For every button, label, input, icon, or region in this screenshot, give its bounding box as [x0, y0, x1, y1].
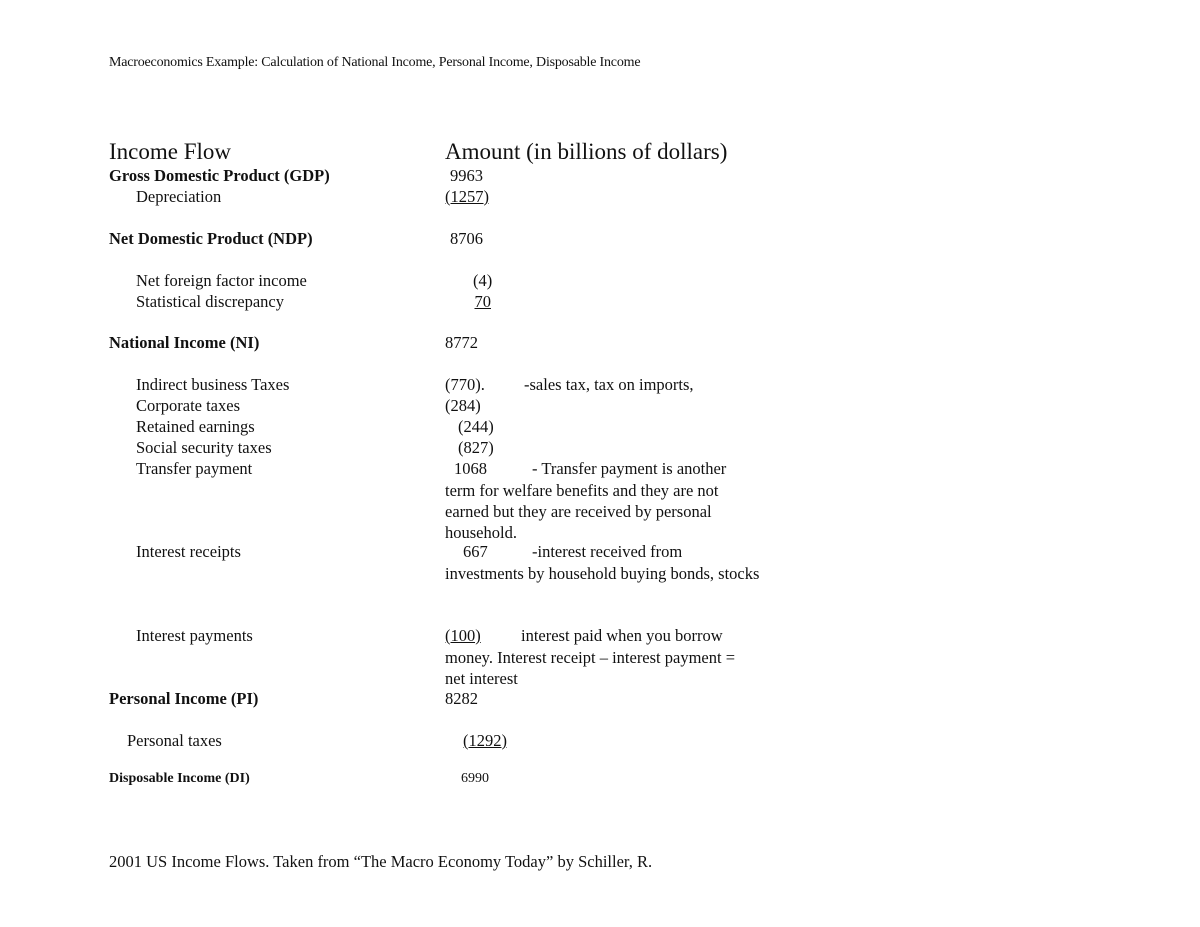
depreciation-amount: (1257) — [445, 187, 489, 206]
ni-amount: 8772 — [445, 333, 478, 352]
interest-receipts-amount: 667 — [463, 542, 488, 561]
transfer-payment-amount: 1068 — [454, 459, 487, 478]
interest-receipts-note: investments by household buying bonds, stocks — [445, 564, 760, 583]
retained-earnings-amount: (244) — [458, 417, 494, 436]
stat-discrepancy-label: Statistical discrepancy — [136, 292, 284, 311]
interest-payments-label: Interest payments — [136, 626, 253, 645]
gdp-amount: 9963 — [450, 166, 483, 185]
di-label: Disposable Income (DI) — [109, 771, 250, 786]
transfer-payment-note: term for welfare benefits and they are not earned but they are received by personal household. — [445, 481, 719, 542]
pi-label: Personal Income (PI) — [109, 689, 259, 708]
interest-payments-note: money. Interest receipt – interest payment = net interest — [445, 648, 736, 688]
nffi-amount: (4) — [473, 271, 493, 290]
social-security-label: Social security taxes — [136, 438, 272, 457]
pi-amount: 8282 — [445, 689, 478, 708]
di-amount: 6990 — [461, 771, 489, 786]
retained-earnings-label: Retained earnings — [136, 417, 255, 436]
indirect-taxes-note: -sales tax, tax on imports, — [524, 375, 694, 394]
amount-header: Amount (in billions of dollars) — [445, 139, 728, 164]
document-subtitle: Macroeconomics Example: Calculation of National Income, Personal Income, Disposable Income — [109, 55, 641, 70]
corporate-taxes-amount: (284) — [445, 396, 481, 415]
gdp-label: Gross Domestic Product (GDP) — [109, 166, 330, 185]
interest-receipts-label: Interest receipts — [136, 542, 241, 561]
interest-payments-note-first: interest paid when you borrow — [521, 626, 723, 645]
transfer-payment-note-first: - Transfer payment is another — [532, 459, 727, 478]
corporate-taxes-label: Corporate taxes — [136, 396, 241, 415]
personal-taxes-label: Personal taxes — [127, 731, 222, 750]
transfer-payment-label: Transfer payment — [136, 459, 253, 478]
interest-receipts-note-first: -interest received from — [532, 542, 683, 561]
income-flow-header: Income Flow — [109, 139, 232, 164]
social-security-amount: (827) — [458, 438, 494, 457]
ndp-amount: 8706 — [450, 229, 483, 248]
ni-label: National Income (NI) — [109, 333, 260, 352]
ndp-label: Net Domestic Product (NDP) — [109, 229, 313, 248]
stat-discrepancy-amount: 70 — [474, 292, 491, 311]
nffi-label: Net foreign factor income — [136, 271, 307, 290]
source-footer: 2001 US Income Flows. Taken from “The Macro Economy Today” by Schiller, R. — [109, 852, 653, 871]
depreciation-label: Depreciation — [136, 187, 222, 206]
interest-payments-amount: (100) — [445, 626, 481, 645]
personal-taxes-amount: (1292) — [463, 731, 507, 750]
indirect-taxes-label: Indirect business Taxes — [136, 375, 290, 394]
indirect-taxes-amount: (770). — [445, 375, 485, 394]
